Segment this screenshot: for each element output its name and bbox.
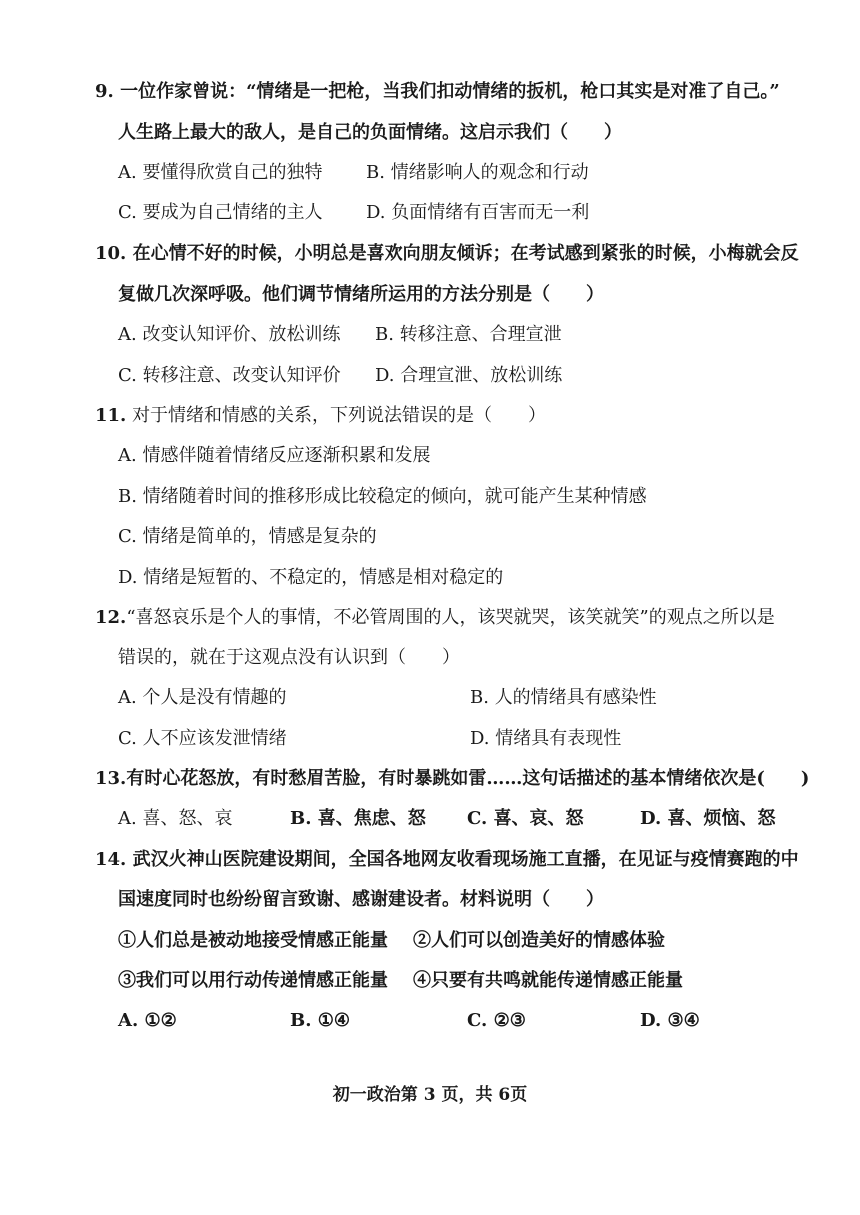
question-14-statement-2: ②人们可以创造美好的情感体验	[413, 930, 665, 951]
question-11-stem-text-1: 对于情绪和情感的关系，下列说法错误的是（ ）	[132, 405, 547, 426]
question-14-option-d: D. ③④	[640, 1010, 700, 1031]
question-12-stem-line-1	[95, 606, 775, 630]
question-9-stem-line-1	[95, 80, 780, 104]
question-12-option-c: C. 人不应该发泄情绪	[118, 728, 287, 749]
question-13-option-d: D. 喜、烦恼、怒	[640, 808, 776, 829]
question-13-option-b: B. 喜、焦虑、怒	[290, 808, 426, 829]
question-11-option-d: D. 情绪是短暂的、不稳定的，情感是相对稳定的	[118, 567, 504, 588]
question-9-number: 9.	[95, 81, 114, 102]
question-12-option-a: A. 个人是没有情趣的	[118, 687, 287, 708]
question-12-stem-text-1: “喜怒哀乐是个人的事情，不必管周围的人，该哭就哭，该笑就笑”的观点之所以是	[126, 607, 775, 628]
question-13-number: 13.	[95, 768, 127, 789]
question-9-option-a: A. 要懂得欣赏自己的独特	[118, 162, 323, 183]
page-footer: 初一政治第 3 页，共 6页	[332, 1085, 528, 1105]
question-10-number: 10.	[95, 243, 127, 264]
question-10-option-b: B. 转移注意、合理宣泄	[375, 324, 562, 345]
question-10-stem-line-2: 复做几次深呼吸。他们调节情绪所运用的方法分别是（ ）	[118, 284, 604, 305]
question-11-option-b: B. 情绪随着时间的推移形成比较稳定的倾向，就可能产生某种情感	[118, 486, 647, 507]
question-10-stem-line-1	[95, 242, 799, 266]
question-10-stem-text-1: 在心情不好的时候，小明总是喜欢向朋友倾诉；在考试感到紧张的时候，小梅就会反	[132, 243, 799, 264]
question-9-option-b: B. 情绪影响人的观念和行动	[366, 162, 589, 183]
question-9-option-d: D. 负面情绪有百害而无一利	[366, 202, 590, 223]
question-14-statement-1: ①人们总是被动地接受情感正能量	[118, 930, 388, 951]
question-11-number: 11.	[95, 405, 127, 426]
question-9-stem-line-2: 人生路上最大的敌人，是自己的负面情绪。这启示我们（ ）	[118, 122, 622, 143]
question-12-stem-line-2: 错误的，就在于这观点没有认识到（ ）	[118, 647, 460, 668]
question-11-option-a: A. 情感伴随着情绪反应逐渐积累和发展	[118, 445, 431, 466]
question-12-number: 12.	[95, 607, 127, 628]
question-14-number: 14.	[95, 849, 127, 870]
question-14-stem-line-2: 国速度同时也纷纷留言致谢、感谢建设者。材料说明（ ）	[118, 889, 604, 910]
question-14-option-b: B. ①④	[290, 1010, 351, 1031]
question-13-stem-text-1: 有时心花怒放，有时愁眉苦脸，有时暴跳如雷……这句话描述的基本情绪依次是( )	[126, 768, 810, 789]
question-13-option-a: A. 喜、怒、哀	[118, 808, 233, 829]
question-10-option-a: A. 改变认知评价、放松训练	[118, 324, 341, 345]
question-11-stem-line-1	[95, 404, 546, 428]
question-13-option-c: C. 喜、哀、怒	[467, 808, 584, 829]
question-9-option-c: C. 要成为自己情绪的主人	[118, 202, 323, 223]
question-14-stem-line-1	[95, 848, 799, 872]
question-10-option-c: C. 转移注意、改变认知评价	[118, 365, 341, 386]
question-12-option-b: B. 人的情绪具有感染性	[470, 687, 657, 708]
question-12-option-d: D. 情绪具有表现性	[470, 728, 622, 749]
question-9-stem-text-1: 一位作家曾说：“情绪是一把枪，当我们扣动情绪的扳机，枪口其实是对准了自己。”	[120, 81, 780, 102]
question-11-option-c: C. 情绪是简单的，情感是复杂的	[118, 526, 377, 547]
question-14-statement-4: ④只要有共鸣就能传递情感正能量	[413, 970, 683, 991]
question-13-stem-line-1	[95, 767, 809, 791]
question-14-statement-3: ③我们可以用行动传递情感正能量	[118, 970, 388, 991]
question-10-option-d: D. 合理宣泄、放松训练	[375, 365, 563, 386]
question-14-option-a: A. ①②	[118, 1010, 177, 1031]
question-14-option-c: C. ②③	[467, 1010, 526, 1031]
question-14-stem-text-1: 武汉火神山医院建设期间，全国各地网友收看现场施工直播，在见证与疫情赛跑的中	[132, 849, 799, 870]
